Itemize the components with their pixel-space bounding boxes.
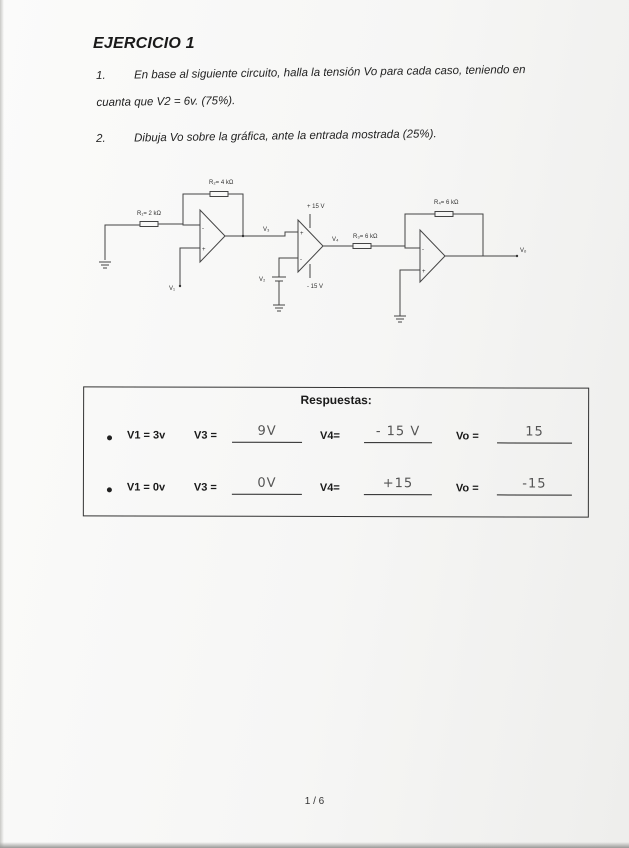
- page-number: 1 / 6: [304, 796, 325, 807]
- v3-label: V3 =: [194, 429, 217, 442]
- label-r3: R₃= 6 kΩ: [353, 234, 378, 240]
- node-v1: [179, 285, 181, 287]
- circuit-diagram: [95, 170, 545, 330]
- opamp-2-plus: +: [300, 231, 304, 237]
- label-r1: R₁= 2 kΩ: [137, 211, 162, 217]
- v3-blank: [232, 442, 302, 443]
- opamp-1-minus: -: [202, 226, 204, 232]
- page-bottom-edge: [0, 842, 629, 848]
- answers-box: [83, 386, 589, 517]
- instruction-1-line1: En base al siguiente circuito, halla la tensión Vo para cada caso, teniendo en: [133, 64, 526, 82]
- v4-answer: +15: [382, 476, 414, 492]
- wire-feedback-r4-right: [453, 214, 483, 256]
- answer-row-2: [84, 475, 588, 506]
- label-vo: Vₒ: [520, 248, 527, 254]
- resistor-r3: [353, 244, 371, 249]
- wire-r3-opamp3: [371, 246, 420, 248]
- resistor-r2: [210, 192, 228, 197]
- label-r4: R₄= 6 kΩ: [434, 200, 459, 206]
- page-left-edge: [0, 0, 4, 848]
- ground-symbol-left: [99, 262, 111, 268]
- case-label: V1 = 3v: [127, 429, 166, 442]
- wire-v3: [225, 232, 298, 236]
- vo-answer: -15: [522, 476, 547, 492]
- node-v3: [242, 235, 244, 237]
- v4-blank: [364, 442, 432, 443]
- opamp-1-plus: +: [202, 247, 206, 253]
- resistor-r4: [435, 212, 453, 217]
- label-v3: V₃: [263, 227, 270, 233]
- wire-feedback-right: [228, 194, 243, 236]
- answers-title: Respuestas:: [300, 392, 372, 408]
- bullet-icon: [107, 435, 112, 440]
- resistor-r1: [140, 222, 158, 227]
- v4-label: V4=: [319, 481, 340, 495]
- label-plus-15v: + 15 V: [307, 204, 325, 210]
- v3-blank: [232, 494, 302, 495]
- opamp-1: [200, 210, 225, 262]
- exercise-title: EJERCICIO 1: [93, 35, 195, 52]
- case-label: V1 = 0v: [126, 481, 166, 494]
- label-v2: V₂: [259, 277, 266, 283]
- v4-answer: - 15 V: [375, 424, 421, 440]
- v3-answer: 0V: [257, 475, 277, 491]
- opamp-3-plus: +: [422, 269, 426, 275]
- ground-symbol-v2: [273, 281, 285, 311]
- instruction-1-line2: cuanta que V2 = 6v. (75%).: [96, 95, 236, 109]
- wire-v2: [279, 258, 298, 277]
- battery-v2: [272, 277, 286, 281]
- opamp-3-minus: -: [422, 247, 424, 253]
- v3-answer: 9V: [257, 423, 277, 439]
- vo-label: Vo =: [456, 430, 479, 443]
- instruction-1: [96, 63, 567, 110]
- ground-symbol-right: [394, 316, 406, 322]
- vo-blank: [497, 494, 572, 495]
- label-r2: R₂= 4 kΩ: [209, 180, 234, 186]
- instruction-2-line1: Dibuja Vo sobre la gráfica, ante la entrada mostrada (25%).: [133, 128, 437, 145]
- instruction-2: [96, 126, 566, 149]
- wire-ground-r1: [105, 225, 140, 260]
- v3-label: V3 =: [193, 481, 217, 494]
- answer-row-1: [84, 423, 588, 454]
- wire-ground-opamp3: [400, 270, 420, 316]
- wire-feedback-left: [183, 194, 210, 224]
- v4-blank: [364, 494, 432, 495]
- instruction-2-number: 2.: [96, 132, 106, 145]
- wire-v1: [180, 248, 200, 285]
- opamp-2-minus: -: [300, 257, 302, 263]
- vo-label: Vo =: [455, 482, 479, 495]
- label-minus-15v: - 15 V: [307, 284, 324, 290]
- label-v1: V₁: [169, 286, 176, 292]
- vo-answer: 15: [525, 424, 544, 440]
- bullet-icon: [107, 487, 112, 492]
- label-v4: V₄: [332, 237, 339, 243]
- wire-r1-opamp1: [158, 224, 200, 225]
- v4-label: V4=: [320, 429, 340, 443]
- vo-blank: [497, 442, 572, 443]
- node-vo: [516, 255, 518, 257]
- instruction-1-number: 1.: [96, 69, 106, 82]
